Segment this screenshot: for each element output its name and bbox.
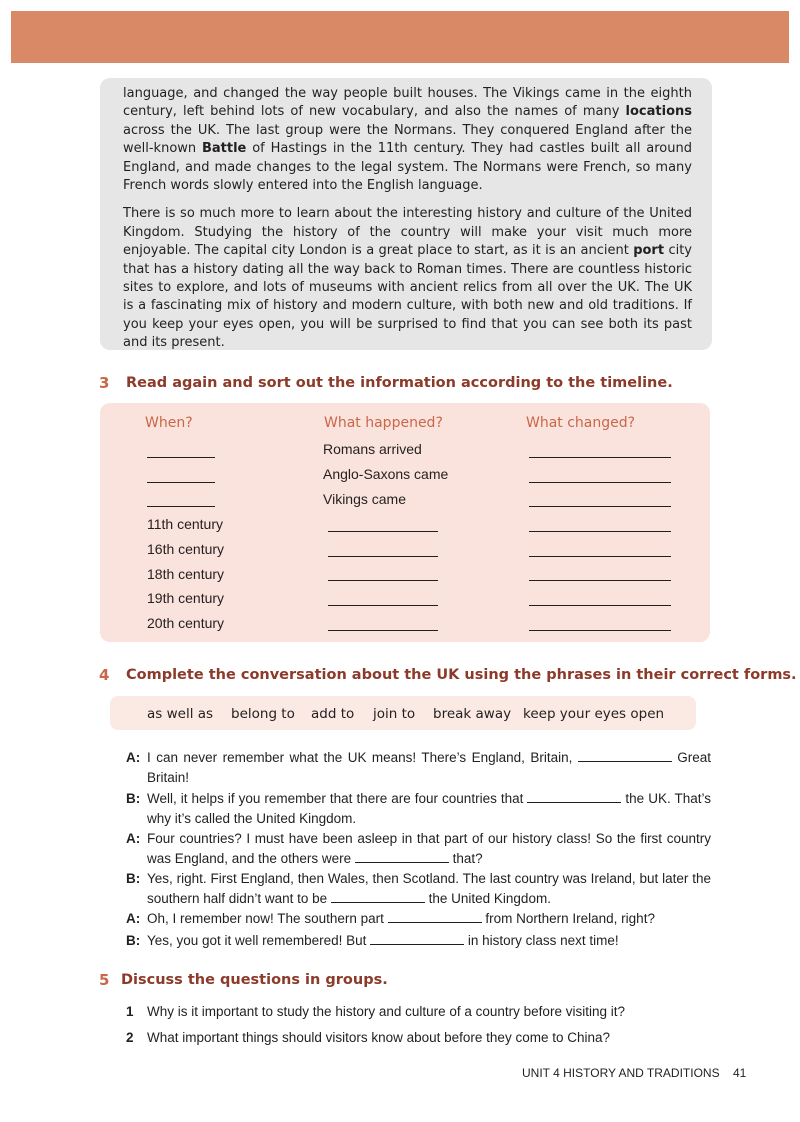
speaker-label: B: [126,791,141,806]
discussion-question-2: 2 What important things should visitors know about before they come to China? [126,1030,610,1045]
section-3-title: Read again and sort out the information according to the timeline. [126,375,673,391]
speaker-label: A: [126,831,141,846]
answer-blank-happened-8[interactable] [328,630,438,631]
section-4-title: Complete the conversation about the UK using the phrases in their correct forms. [126,667,797,683]
section-4-number: 4 [99,666,110,684]
dialogue-line-2: B: Well, it helps if you remember that there are four countries that the UK. That’s why it’s called the United Kingdom. [126,791,711,826]
dialogue-line-4: B: Yes, right. First England, then Wales, then Scotland. The last country was Ireland, but later the southern half didn’t want to be the United Kingdom. [126,871,711,906]
column-header-when: When? [145,415,193,431]
answer-blank-dialogue-3[interactable] [355,862,449,863]
footer-unit-title: UNIT 4 HISTORY AND TRADITIONS [522,1066,720,1080]
timeline-event-3: Vikings came [323,491,407,507]
answer-blank-dialogue-5[interactable] [388,922,482,923]
header-band [11,11,789,63]
timeline-when-4: 11th century [147,516,224,532]
answer-blank-when-2[interactable] [147,482,215,483]
answer-blank-changed-1[interactable] [529,457,671,458]
timeline-table [100,403,710,642]
keyword-battle: Battle [201,141,247,157]
timeline-when-8: 20th century [147,615,225,631]
phrase-add-to: add to [311,706,355,722]
timeline-when-5: 16th century [147,541,225,557]
answer-blank-changed-7[interactable] [529,605,671,606]
speaker-label: B: [126,933,141,948]
phrase-belong-to: belong to [231,706,295,722]
answer-blank-dialogue-6[interactable] [370,944,464,945]
dialogue-line-1: A: I can never remember what the UK means! There’s England, Britain, Great Britain! [126,750,711,785]
answer-blank-happened-4[interactable] [328,531,438,532]
answer-blank-changed-3[interactable] [529,506,671,507]
phrase-keep-your-eyes-open: keep your eyes open [523,706,665,722]
answer-blank-dialogue-1[interactable] [578,761,672,762]
dialogue-line-6: B: Yes, you got it well remembered! But in history class next time! [126,931,711,951]
answer-blank-changed-2[interactable] [529,482,671,483]
answer-blank-happened-7[interactable] [328,605,438,606]
discussion-question-1: 1 Why is it important to study the history and culture of a country before visiting it? [126,1004,625,1019]
answer-blank-dialogue-4[interactable] [331,902,425,903]
answer-blank-changed-5[interactable] [529,556,671,557]
reading-passage [100,78,712,350]
keyword-port: port [633,243,665,259]
answer-blank-changed-8[interactable] [529,630,671,631]
answer-blank-when-3[interactable] [147,506,215,507]
column-header-what-happened: What happened? [324,415,443,431]
dialogue-line-5: A: Oh, I remember now! The southern part from Northern Ireland, right? [126,909,711,929]
speaker-label: B: [126,871,141,886]
speaker-label: A: [126,750,141,765]
speaker-label: A: [126,911,141,926]
column-header-what-changed: What changed? [526,415,636,431]
phrase-join-to: join to [373,706,416,722]
page-number: 41 [733,1066,747,1080]
section-5-number: 5 [99,971,110,989]
phrase-bank [110,696,696,730]
timeline-event-1: Romans arrived [323,441,422,457]
answer-blank-when-1[interactable] [147,457,215,458]
reading-paragraph-1: language, and changed the way people built houses. The Vikings came in the eighth century, left behind lots of new vocabulary, and also the names of many locations across the UK. The last group were the Normans. They conquered England after the well-known Battle of Hastings in the 11th century. They had castles built all around England, and made changes to the legal system. The Normans were French, so many French words slowly entered into the English language. [123,86,692,194]
dialogue-line-3: A: Four countries? I must have been asleep in that part of our history class! So the first country was England, and the others were that? [126,831,711,866]
answer-blank-happened-5[interactable] [328,556,438,557]
timeline-when-6: 18th century [147,566,225,582]
phrase-break-away: break away [433,706,512,722]
section-5-title: Discuss the questions in groups. [121,972,388,988]
keyword-locations: locations [625,104,692,120]
section-3-number: 3 [99,374,110,392]
answer-blank-happened-6[interactable] [328,580,438,581]
timeline-event-2: Anglo-Saxons came [323,466,449,482]
reading-paragraph-2: There is so much more to learn about the interesting history and culture of the United Kingdom. Studying the history of the country will make your visit much more enjoyable. The capital city London is a great place to start, as it is an ancient port city that has a history dating all the way back to Roman times. There are countless historic sites to explore, and lots of museums with ancient relics from all over the UK. The UK is a fascinating mix of history and modern culture, with both new and old traditions. If you keep your eyes open, you will be surprised to find that you can see both its past and its present. [123,206,692,351]
phrase-as-well-as: as well as [147,706,214,722]
answer-blank-changed-6[interactable] [529,580,671,581]
timeline-when-7: 19th century [147,590,225,606]
answer-blank-dialogue-2[interactable] [527,802,621,803]
answer-blank-changed-4[interactable] [529,531,671,532]
